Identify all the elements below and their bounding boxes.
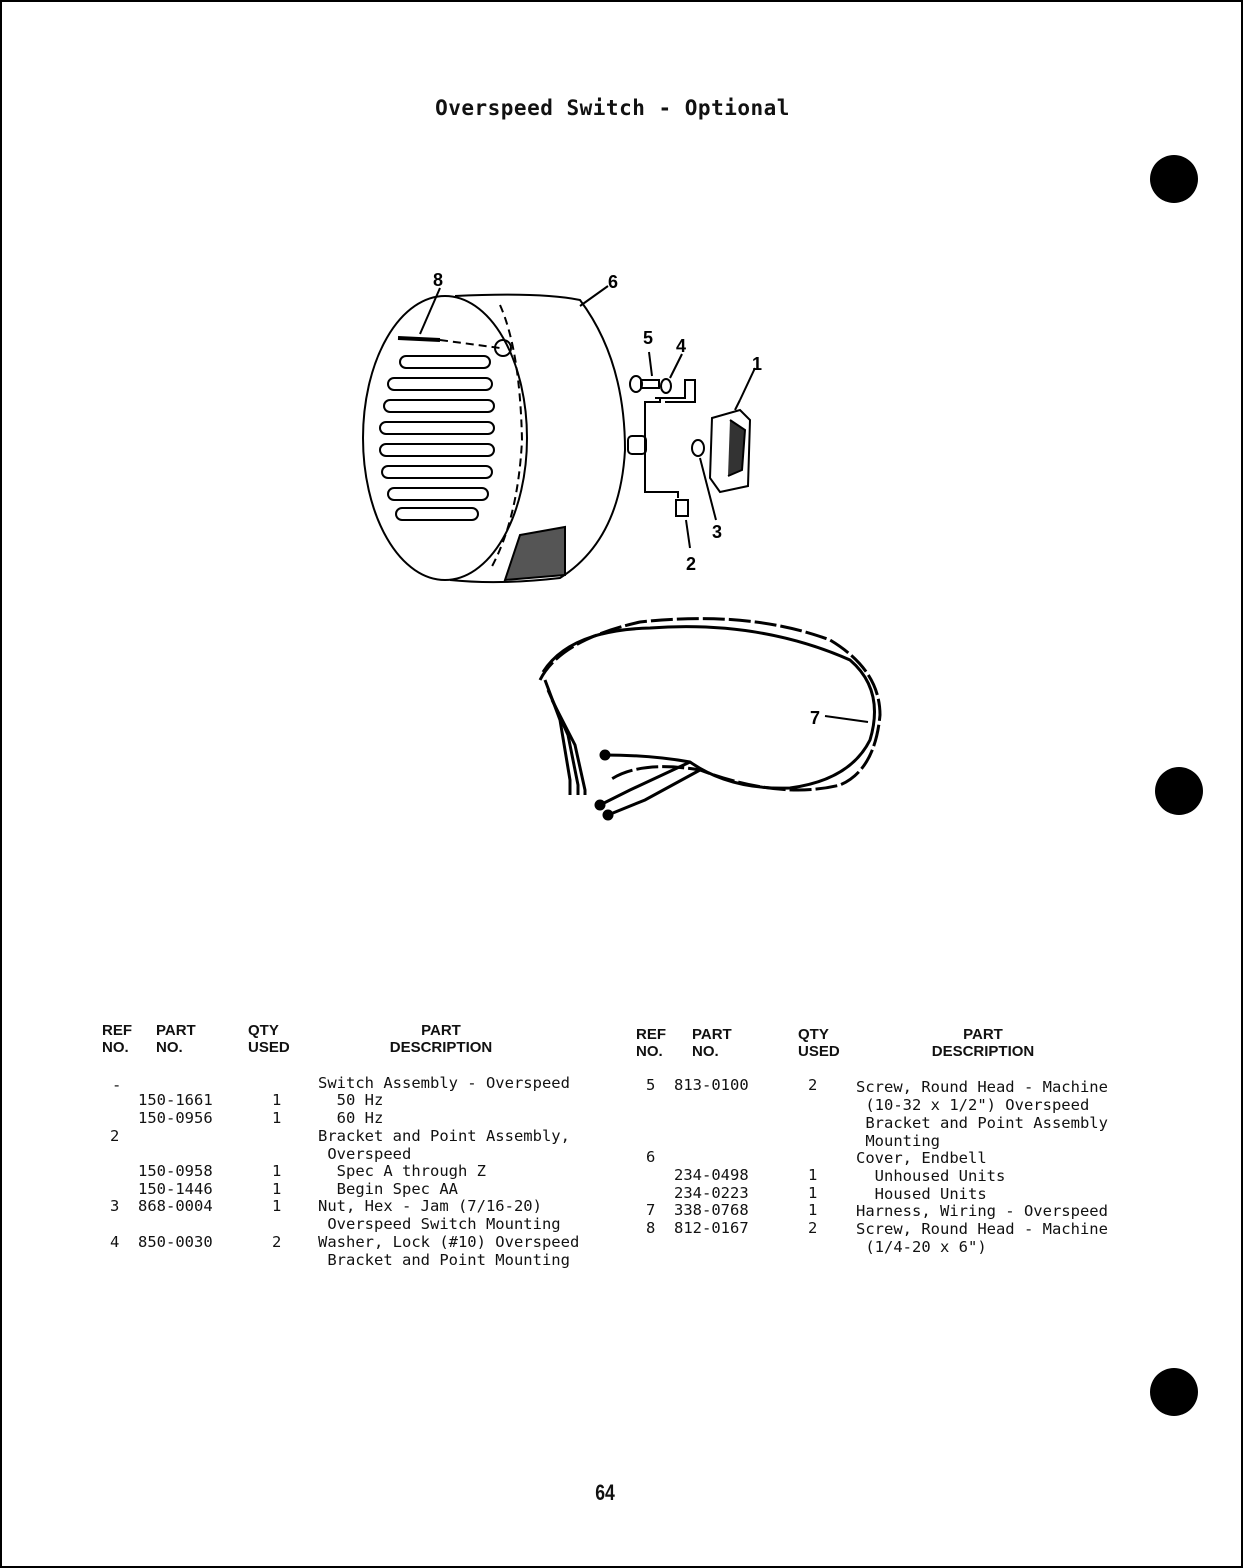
left-row-8-desc: Overspeed Switch Mounting <box>318 1215 561 1233</box>
callout-4: 4 <box>676 336 687 356</box>
right-row-5-part: 234-0498 <box>674 1166 749 1184</box>
left-row-9-qty: 2 <box>272 1233 282 1251</box>
left-row-6-part: 150-1446 <box>138 1180 213 1198</box>
callout-5: 5 <box>643 328 654 348</box>
header-part-no-right: PART NO. <box>692 1026 732 1060</box>
right-row-3-desc: Mounting <box>856 1132 940 1150</box>
left-row-1-part: 150-1661 <box>138 1091 213 1109</box>
header-ref-no-right: REF NO. <box>636 1026 666 1060</box>
endbell-cover-illustration <box>363 295 625 582</box>
right-row-4-desc: Cover, Endbell <box>856 1149 987 1167</box>
right-row-6-part: 234-0223 <box>674 1184 749 1202</box>
parts-table-left <box>96 1020 616 1280</box>
callout-3: 3 <box>712 522 723 542</box>
page-number: 64 <box>595 1480 615 1505</box>
left-row-5-part: 150-0958 <box>138 1162 213 1180</box>
header-part-description: PART DESCRIPTION <box>389 1022 493 1056</box>
left-row-6-desc: Begin Spec AA <box>318 1180 458 1198</box>
left-row-9-desc: Washer, Lock (#10) Overspeed <box>318 1233 580 1251</box>
bracket-assembly-illustration <box>628 380 695 516</box>
header-ref-no: REF NO. <box>102 1022 132 1056</box>
callout-leaders <box>420 286 868 722</box>
left-row-5-qty: 1 <box>272 1162 282 1180</box>
left-row-2-qty: 1 <box>272 1109 282 1127</box>
right-row-0-qty: 2 <box>808 1076 818 1094</box>
right-row-6-qty: 1 <box>808 1184 818 1202</box>
page-title: Overspeed Switch - Optional <box>435 96 790 120</box>
right-row-0-ref: 5 <box>646 1076 656 1094</box>
left-row-3-ref: 2 <box>110 1127 120 1145</box>
header-qty-used-right: QTY USED <box>798 1026 840 1060</box>
header-part-no: PART NO. <box>156 1022 196 1056</box>
right-row-8-ref: 8 <box>646 1219 656 1237</box>
parts-table-right <box>632 1024 1132 1274</box>
overspeed-switch-illustration <box>710 400 750 492</box>
right-row-7-part: 338-0768 <box>674 1201 749 1219</box>
left-row-0-ref: - <box>112 1076 122 1094</box>
binder-hole-bottom <box>1150 1368 1198 1416</box>
callout-2: 2 <box>686 554 697 574</box>
left-row-4-desc: Overspeed <box>318 1145 412 1163</box>
left-row-5-desc: Spec A through Z <box>318 1162 486 1180</box>
left-row-1-desc: 50 Hz <box>318 1091 384 1109</box>
right-row-7-desc: Harness, Wiring - Overspeed <box>856 1202 1108 1220</box>
header-part-description-right: PART DESCRIPTION <box>931 1026 1035 1060</box>
right-row-7-qty: 1 <box>808 1201 818 1219</box>
right-row-8-qty: 2 <box>808 1219 818 1237</box>
left-row-9-part: 850-0030 <box>138 1233 213 1251</box>
left-row-10-desc: Bracket and Point Mounting <box>318 1251 570 1269</box>
right-row-2-desc: Bracket and Point Assembly <box>856 1114 1108 1132</box>
right-row-5-qty: 1 <box>808 1166 818 1184</box>
screw-washer-illustration <box>630 376 704 456</box>
right-row-0-desc: Screw, Round Head - Machine <box>856 1078 1108 1096</box>
right-row-4-ref: 6 <box>646 1148 656 1166</box>
callout-7: 7 <box>810 708 821 728</box>
right-row-9-desc: (1/4-20 x 6") <box>856 1238 987 1256</box>
right-row-0-part: 813-0100 <box>674 1076 749 1094</box>
left-row-9-ref: 4 <box>110 1233 120 1251</box>
left-row-7-qty: 1 <box>272 1197 282 1215</box>
right-row-1-desc: (10-32 x 1/2") Overspeed <box>856 1096 1090 1114</box>
left-row-6-qty: 1 <box>272 1180 282 1198</box>
right-row-7-ref: 7 <box>646 1201 656 1219</box>
left-row-2-desc: 60 Hz <box>318 1109 384 1127</box>
left-row-7-part: 868-0004 <box>138 1197 213 1215</box>
right-row-8-part: 812-0167 <box>674 1219 749 1237</box>
wiring-harness-illustration <box>540 619 880 819</box>
left-row-7-ref: 3 <box>110 1197 120 1215</box>
right-row-8-desc: Screw, Round Head - Machine <box>856 1220 1108 1238</box>
callout-1: 1 <box>752 354 763 374</box>
right-row-6-desc: Housed Units <box>856 1185 987 1203</box>
callout-8: 8 <box>433 270 444 290</box>
left-row-3-desc: Bracket and Point Assembly, <box>318 1127 570 1145</box>
left-row-0-desc: Switch Assembly - Overspeed <box>318 1074 570 1092</box>
left-row-7-desc: Nut, Hex - Jam (7/16-20) <box>318 1197 542 1215</box>
left-row-1-qty: 1 <box>272 1091 282 1109</box>
left-row-2-part: 150-0956 <box>138 1109 213 1127</box>
right-row-5-desc: Unhoused Units <box>856 1167 1006 1185</box>
header-qty-used: QTY USED <box>248 1022 290 1056</box>
callout-6: 6 <box>608 272 619 292</box>
